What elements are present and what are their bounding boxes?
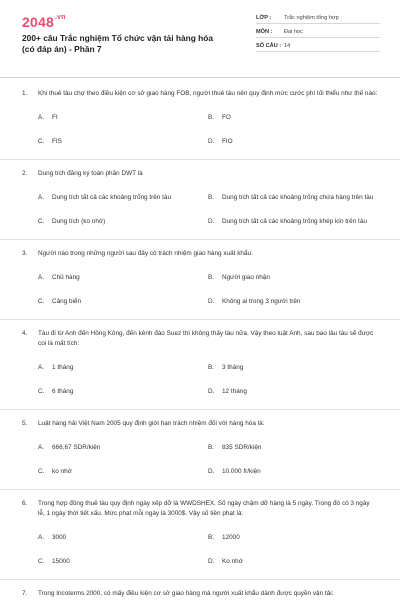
option-text: Người giao nhận	[222, 273, 270, 281]
option-d[interactable]	[208, 289, 378, 313]
meta-value: Đại học	[284, 29, 303, 35]
question-text	[22, 490, 378, 519]
question-body: Trong Incoterms 2000, có mấy điều kiện cơ sở giao hàng mà người xuất khẩu dành được quyền vận tải:	[38, 590, 334, 597]
question-2	[0, 160, 400, 240]
option-text: FO	[222, 113, 231, 121]
option-b[interactable]	[208, 355, 378, 379]
option-text: 3000	[52, 533, 67, 541]
question-body: Dung tích đăng ký toàn phần DWT là	[38, 170, 143, 177]
option-c[interactable]	[38, 379, 208, 403]
option-letter: B.	[208, 443, 215, 451]
meta-row-subject	[256, 24, 380, 38]
option-text: 1 tháng	[52, 363, 74, 371]
option-text: ko nhớ	[52, 467, 72, 475]
option-a[interactable]	[38, 185, 208, 209]
option-letter: C.	[38, 137, 45, 145]
meta-row-count	[256, 38, 380, 52]
option-text: Dung tích tất cả các khoảng trống chứa hàng trên tàu	[222, 193, 374, 201]
option-letter: D.	[208, 297, 215, 305]
question-number: 4.	[22, 330, 28, 337]
document-title: 200+ câu Trắc nghiệm Tổ chức vận tải hàng hóa (có đáp án) - Phần 7	[22, 33, 214, 54]
option-b[interactable]	[208, 265, 378, 289]
meta-value: Trắc nghiệm tổng hợp	[284, 15, 339, 21]
option-c[interactable]	[38, 549, 208, 573]
option-d[interactable]	[208, 549, 378, 573]
option-text: 12000	[222, 533, 240, 541]
meta-value: 14	[284, 43, 291, 49]
option-text: 10.000 fr/kiện	[222, 467, 261, 475]
option-a[interactable]	[38, 105, 208, 129]
question-number: 2.	[22, 170, 28, 177]
meta-row-class	[256, 10, 380, 24]
answer-options	[22, 519, 378, 579]
question-number: 1.	[22, 90, 28, 97]
option-text: Chủ hàng	[52, 273, 80, 281]
logo-main: 2048	[22, 14, 54, 30]
meta-key: MÔN :	[256, 29, 273, 35]
option-letter: A.	[38, 443, 45, 451]
option-text: 6 tháng	[52, 387, 74, 395]
site-logo[interactable]	[22, 14, 66, 30]
question-text	[22, 320, 378, 349]
option-d[interactable]	[208, 459, 378, 483]
option-letter: C.	[38, 467, 45, 475]
question-4	[0, 320, 400, 410]
answer-options	[22, 429, 378, 489]
document-header	[0, 0, 400, 72]
meta-key: LỚP :	[256, 15, 272, 21]
option-letter: A.	[38, 273, 45, 281]
option-text: FIS	[52, 137, 62, 145]
option-c[interactable]	[38, 129, 208, 153]
option-b[interactable]	[208, 185, 378, 209]
question-list	[0, 80, 400, 599]
question-7	[0, 580, 400, 599]
logo-suffix: .vn	[54, 14, 66, 21]
option-d[interactable]	[208, 209, 378, 233]
answer-options	[22, 179, 378, 239]
option-letter: D.	[208, 387, 215, 395]
option-letter: D.	[208, 137, 215, 145]
question-text	[22, 410, 378, 429]
question-number: 7.	[22, 590, 28, 597]
question-5	[0, 410, 400, 490]
option-letter: A.	[38, 113, 45, 121]
question-number: 5.	[22, 420, 28, 427]
option-text: Ko nhớ	[222, 557, 243, 565]
question-number: 3.	[22, 250, 28, 257]
option-letter: C.	[38, 557, 45, 565]
option-letter: B.	[208, 363, 215, 371]
document-meta	[256, 10, 380, 52]
option-a[interactable]	[38, 265, 208, 289]
question-1	[0, 80, 400, 160]
question-body: Trong hợp đồng thuê tàu quy định ngày xếp dỡ là WWDSHEX. Số ngày chậm dỡ hàng là 5 ngày. Trong đó có 3 ngày lễ, 1 ngày thời tiết xấu. Mức phạt mỗi ngày là 3000$. Vậy số tiền phạt là:	[38, 500, 370, 517]
answer-options	[22, 259, 378, 319]
question-text	[22, 80, 378, 99]
header-divider	[0, 77, 400, 78]
option-a[interactable]	[38, 355, 208, 379]
option-letter: A.	[38, 193, 45, 201]
option-b[interactable]	[208, 525, 378, 549]
question-text	[22, 240, 378, 259]
question-6	[0, 490, 400, 580]
option-text: Cảng biển	[52, 297, 82, 305]
option-d[interactable]	[208, 129, 378, 153]
answer-options	[22, 349, 378, 409]
option-text: Không ai trong 3 người trên	[222, 297, 301, 305]
option-text: 15000	[52, 557, 70, 565]
option-letter: B.	[208, 533, 215, 541]
question-body: Khi thuê tàu chợ theo điều kiện cơ sở giao hàng FOB, người thuê tàu nên quy định mức cước phí tối thiểu như thế nào:	[38, 90, 378, 97]
option-text: FIO	[222, 137, 233, 145]
option-a[interactable]	[38, 435, 208, 459]
option-text: 3 tháng	[222, 363, 244, 371]
option-letter: A.	[38, 533, 45, 541]
option-letter: B.	[208, 193, 215, 201]
meta-key: SỐ CÂU :	[256, 43, 282, 49]
option-a[interactable]	[38, 525, 208, 549]
answer-options	[22, 99, 378, 159]
option-text: Dung tích tất cả các khoảng trống trên tàu	[52, 193, 172, 201]
question-number: 6.	[22, 500, 28, 507]
option-c[interactable]	[38, 459, 208, 483]
option-letter: C.	[38, 217, 45, 225]
option-letter: C.	[38, 387, 45, 395]
option-text: 666,67 SDR/kiện	[52, 443, 101, 451]
option-c[interactable]	[38, 289, 208, 313]
question-body: Luật hàng hải Việt Nam 2005 quy định giới hạn trách nhiệm đối với hàng hóa là:	[38, 420, 265, 427]
option-d[interactable]	[208, 379, 378, 403]
option-text: Dung tích tất cả các khoảng trống khép kín trên tàu	[222, 217, 367, 225]
option-text: 835 SDR/kiện	[222, 443, 262, 451]
option-c[interactable]	[38, 209, 208, 233]
option-letter: A.	[38, 363, 45, 371]
option-text: Dung tích (ko nhớ)	[52, 217, 106, 225]
option-letter: C.	[38, 297, 45, 305]
question-body: Tàu đi từ Anh đến Hồng Kông, đến kênh đào Suez thì không thấy tàu nữa. Vậy theo luật Anh, sau bao lâu tàu sẽ được coi là mất tích:	[38, 330, 374, 347]
option-b[interactable]	[208, 435, 378, 459]
option-letter: D.	[208, 557, 215, 565]
option-letter: D.	[208, 217, 215, 225]
question-body: Người nào trong những người sau đây có trách nhiệm giao hàng xuất khẩu:	[38, 250, 253, 257]
option-b[interactable]	[208, 105, 378, 129]
option-letter: B.	[208, 113, 215, 121]
option-letter: B.	[208, 273, 215, 281]
question-3	[0, 240, 400, 320]
question-text	[22, 160, 378, 179]
option-text: FI	[52, 113, 58, 121]
option-text: 12 tháng	[222, 387, 247, 395]
question-text	[22, 580, 378, 599]
option-letter: D.	[208, 467, 215, 475]
